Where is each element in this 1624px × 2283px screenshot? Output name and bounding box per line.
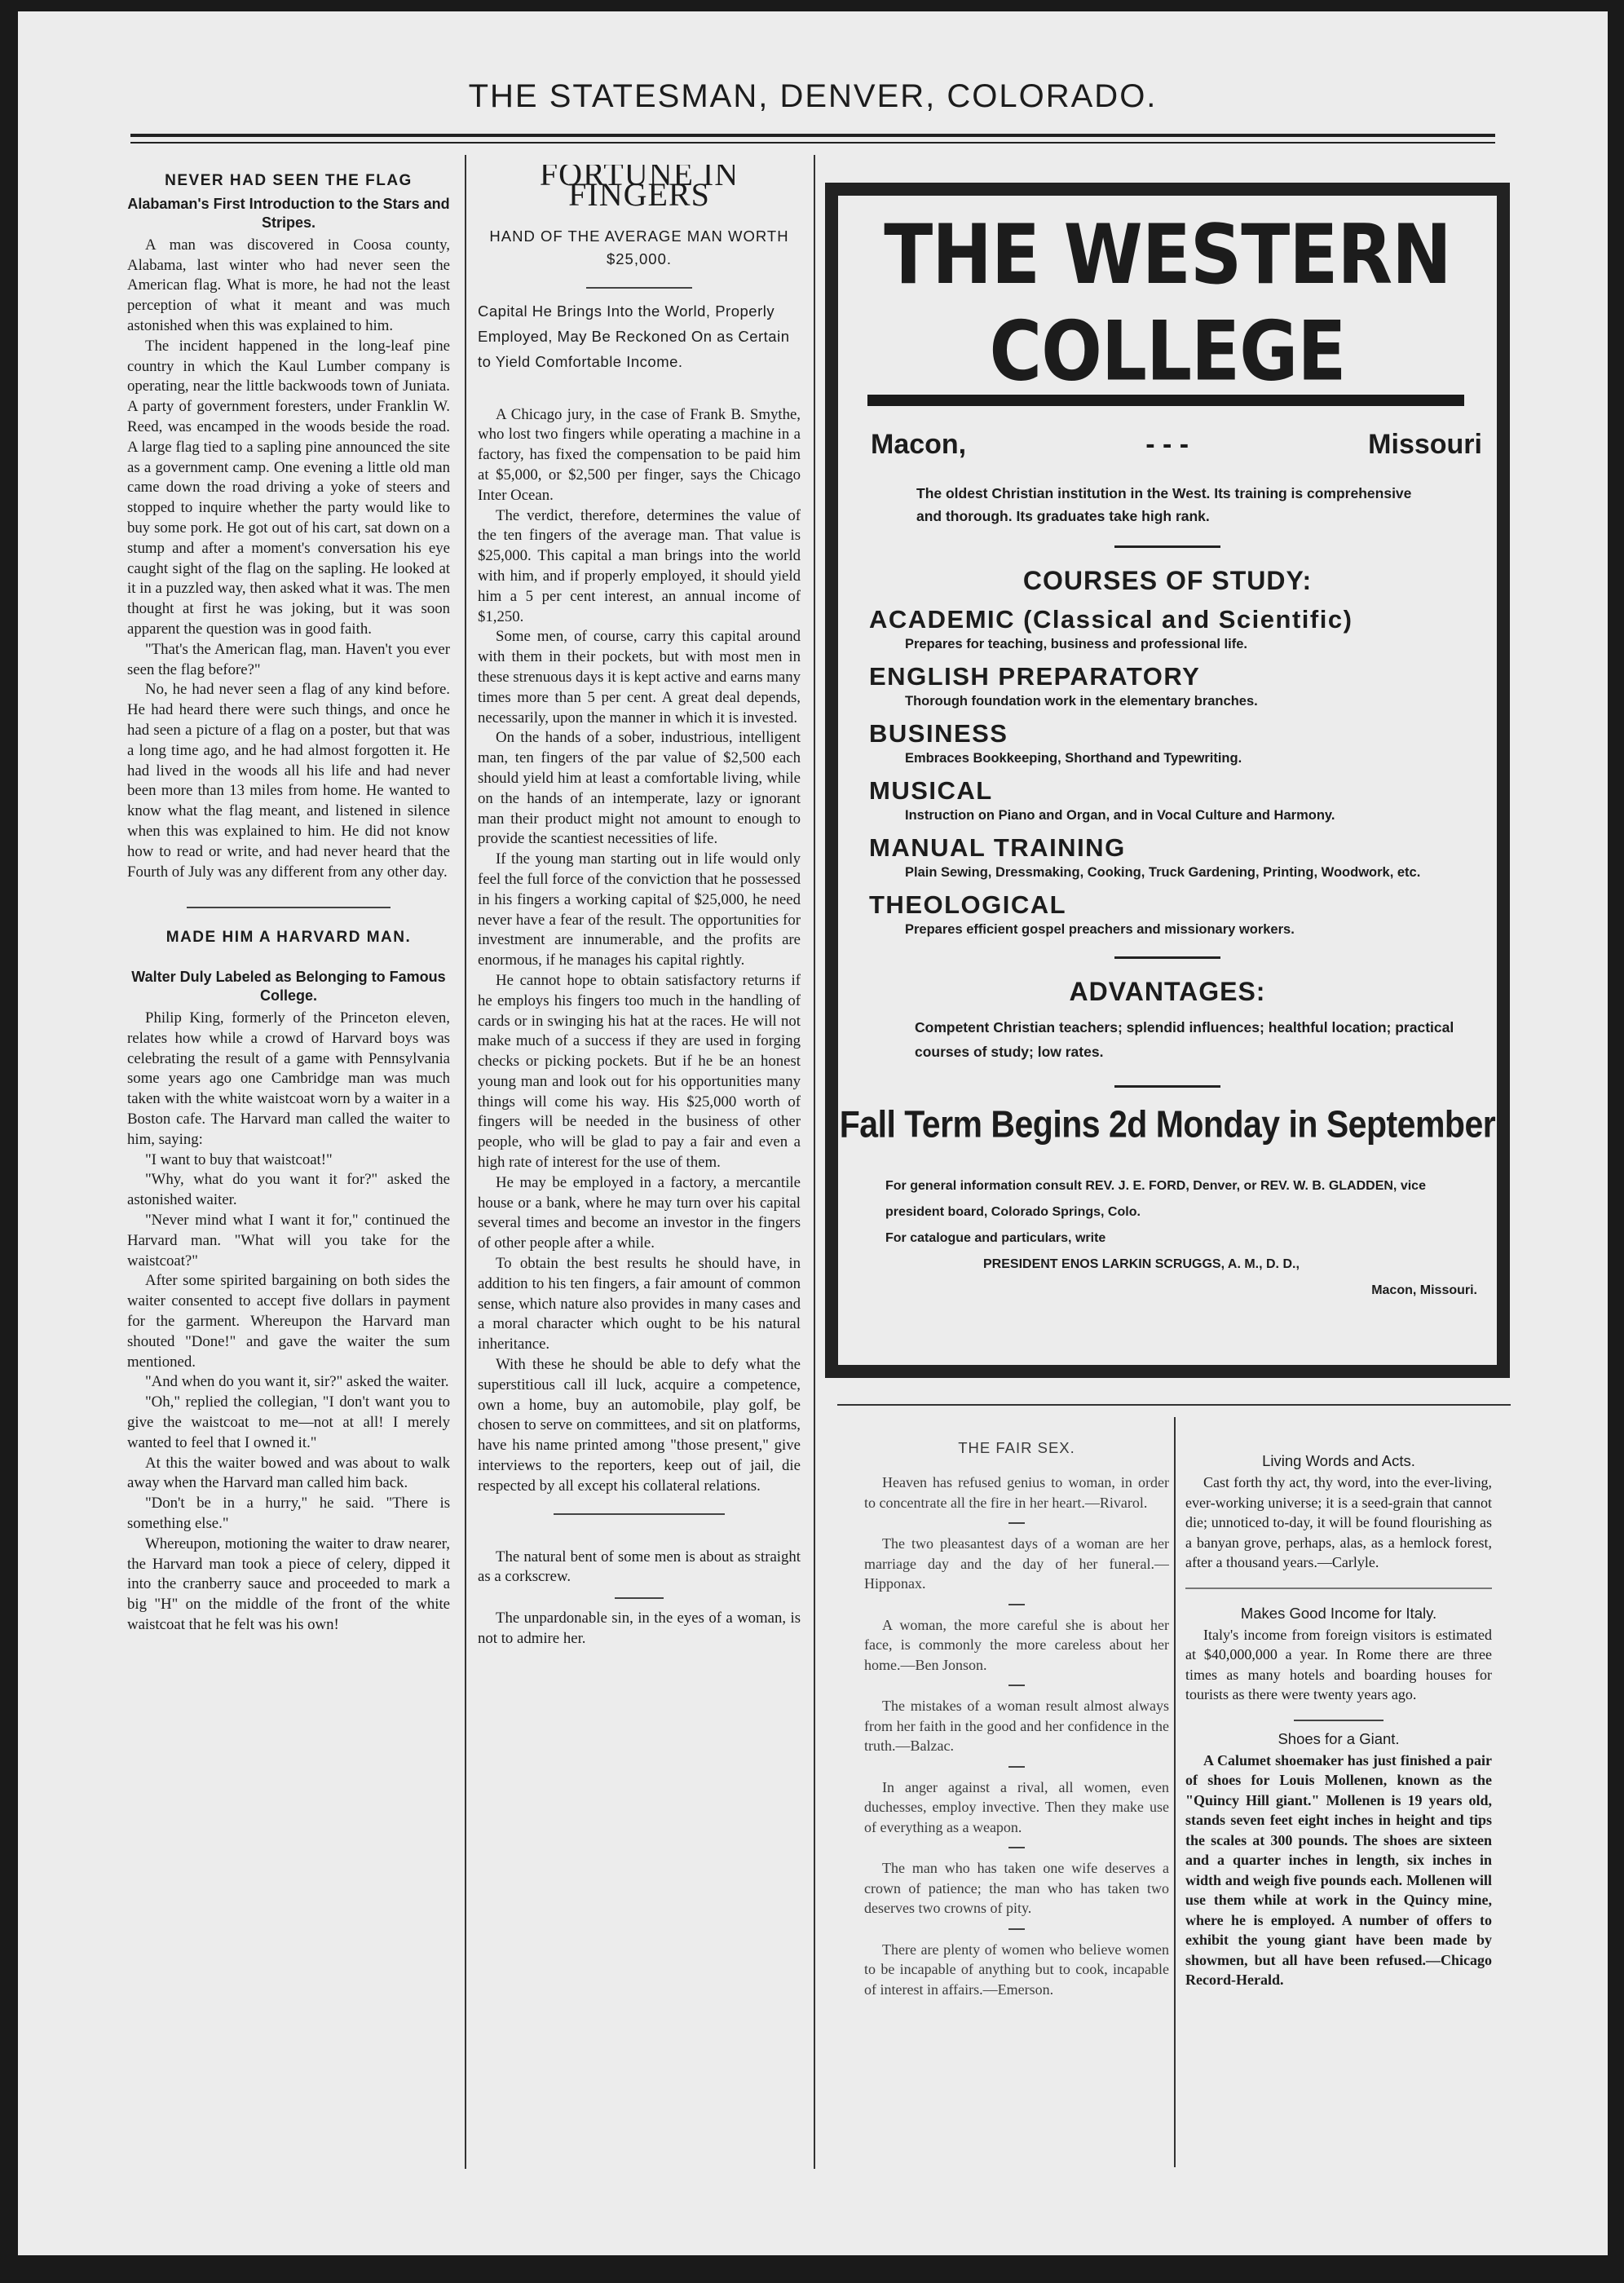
- article-separator: [1185, 1588, 1492, 1589]
- article-paragraph: At this the waiter bowed and was about to walk away when the Harvard man called him back.: [127, 1454, 450, 1492]
- article-paragraph: A Calumet shoemaker has just finished a pair of shoes for Louis Mollenen, known as the "Quincy Hill giant." Mollenen is 19 years old, stands seven feet eight inches in height and tips the scales at 300 pounds. The shoes are sixteen and a quarter inches in length, six inches in width and weigh five pounds each. Mollenen will use them while at work in the Quincy mine, where he is employed. A number of offers to exhibit the young giant have been made by showmen, but all have been refused.—Chicago Record-Herald.: [1185, 1751, 1492, 1988]
- course-item: [869, 775, 1479, 824]
- course-name: ACADEMIC (Classical and Scientific): [869, 605, 1353, 634]
- article-paragraph: "And when do you want it, sir?" asked the waiter.: [145, 1373, 449, 1391]
- course-description: Instruction on Piano and Organ, and in Vocal Culture and Harmony.: [905, 808, 1335, 823]
- article-paragraph: He cannot hope to obtain satisfactory returns if he employs his fingers too much in the handling of cards or in swinging his hat at the races. He will not make much of a success if they are used in forging checks or picking pockets. But if he be an honest young man and look out for his opportunities many things will come his way. His $25,000 worth of fingers will be needed in the business of other people, who will be glad to pay a fair and even a high rate of interest for the use of them.: [478, 971, 801, 1172]
- article-separator: [554, 1513, 725, 1515]
- article-deck: Walter Duly Labeled as Belonging to Famous College.: [131, 969, 446, 1005]
- column-divider: [814, 155, 815, 2169]
- course-name: MANUAL TRAINING: [869, 833, 1126, 862]
- masthead: THE STATESMAN, DENVER, COLORADO.: [468, 78, 1158, 114]
- course-description: Prepares for teaching, business and professional life.: [905, 637, 1247, 651]
- quote-item: There are plenty of women who believe women to be incapable of anything but to cook, incapable of interest in affairs.—Emerson.: [864, 1941, 1169, 1998]
- courses-heading: COURSES OF STUDY:: [1022, 566, 1313, 595]
- president-address: Macon, Missouri.: [1371, 1283, 1477, 1297]
- column-divider: [465, 155, 466, 2169]
- contact-line: For catalogue and particulars, write: [885, 1231, 1106, 1245]
- article-deck: Alabaman's First Introduction to the Stars and Stripes.: [127, 195, 450, 231]
- article-headline: THE FAIR SEX.: [958, 1439, 1075, 1456]
- filler-paragraph: The natural bent of some men is about as straight as a corkscrew.: [478, 1548, 801, 1586]
- quote-item: The mistakes of a woman result almost always from her faith in the good and her confidence in the truth.—Balzac.: [864, 1698, 1169, 1754]
- article-paragraph: "Why, what do you want it for?" asked the astonished waiter.: [127, 1171, 450, 1209]
- article-headline: MADE HIM A HARVARD MAN.: [165, 929, 412, 947]
- quote-separator: [1008, 1847, 1025, 1848]
- course-item: [869, 661, 1479, 710]
- course-item: [869, 832, 1479, 881]
- course-name: BUSINESS: [869, 719, 1008, 748]
- ad-location: [871, 429, 1482, 461]
- ad-state: Missouri: [1368, 429, 1482, 460]
- article-paragraph: Some men, of course, carry this capital around with them in their pockets, but with most men in these strenuous days it is kept active and earns many times more than 5 per cent. A great deal depends, necessarily, upon the manner in which it is invested.: [478, 628, 801, 726]
- article-separator: [586, 287, 692, 289]
- fall-term-notice: Fall Term Begins 2d Monday in September: [839, 1103, 1496, 1146]
- contact-line: For general information consult REV. J. E. FORD, Denver, or REV. W. B. GLADDEN, vice president board, Colorado Springs, Colo.: [885, 1179, 1426, 1219]
- article-paragraph: Italy's income from foreign visitors is estimated at $40,000,000 a year. In Rome there are three times as many hotels and boarding houses for tourists as there were twenty years ago.: [1185, 1626, 1492, 1702]
- advantages-heading: ADVANTAGES:: [1069, 977, 1266, 1006]
- article-deck: HAND OF THE AVERAGE MAN WORTH $25,000.: [489, 227, 789, 267]
- article-paragraph: A Chicago jury, in the case of Frank B. Smythe, who lost two fingers while operating a machine in a factory, has fixed the compensation to be paid him at $5,000, or $2,500 per finger, says the Chicago Inter Ocean.: [478, 405, 801, 504]
- masthead-rule: [130, 134, 1495, 137]
- article-separator: [615, 1597, 664, 1599]
- article-headline: Makes Good Income for Italy.: [1240, 1604, 1437, 1622]
- column-4: [1185, 1451, 1492, 2169]
- article-headline: FORTUNE IN FINGERS: [539, 165, 739, 213]
- article-paragraph: The incident happened in the long-leaf pine country in which the Kaul Lumber company is operating, near the little backwoods town of Juniata. A party of government foresters, under Franklin W. Reed, was encamped in the woods beside the road. A large flag tied to a sapling pine announced the site as a government camp. One evening a little old man came down the road driving a yoke of steers and stopped to inquire whether the party would like to buy some pork. He got out of his cart, sat down on a stump and after a moment's conversation his eye caught sight of the flag on the sapling. He looked at it in a puzzled way, then asked what it was. The men thought at first he was joking, but it was soon apparent the question was in good faith.: [127, 337, 450, 638]
- course-name: ENGLISH PREPARATORY: [869, 662, 1201, 691]
- quote-item: The man who has taken one wife deserves a crown of patience; the man who has taken two deserves two crowns of pity.: [864, 1860, 1169, 1916]
- college-advertisement: [838, 196, 1497, 1365]
- course-name: THEOLOGICAL: [869, 890, 1067, 919]
- column-2: [478, 165, 801, 2170]
- article-headline: NEVER HAD SEEN THE FLAG: [165, 172, 413, 189]
- article-paragraph: No, he had never seen a flag of any kind before. He had heard there were such things, and once he had seen a picture of a flag on a poster, but that was a long time ago, and he had almost forgotten it. He had lived in the woods all his life and had never been more than 13 miles from home. He wanted to know what the flag meant, and listened in silence when this was explained to him. He did not know how to read or write, and had never heard that the Fourth of July was any different from any other day.: [127, 681, 450, 881]
- ad-rule: [1114, 956, 1220, 959]
- quote-separator: [1008, 1522, 1025, 1524]
- masthead-rule-thin: [130, 142, 1495, 144]
- quote-separator: [1008, 1604, 1025, 1605]
- column-1: [127, 165, 450, 2211]
- article-paragraph: "I want to buy that waistcoat!": [145, 1150, 333, 1168]
- newspaper-page: [18, 11, 1608, 2255]
- course-item: [869, 890, 1479, 938]
- article-paragraph: "Never mind what I want it for," continued the Harvard man. "What will you take for the waistcoat?": [127, 1212, 450, 1270]
- course-description: Embraces Bookkeeping, Shorthand and Typewriting.: [905, 751, 1242, 766]
- article-separator: [1294, 1720, 1383, 1721]
- course-name: MUSICAL: [869, 776, 993, 805]
- quote-item: Heaven has refused genius to woman, in order to concentrate all the fire in her heart.—Rivarol.: [864, 1474, 1169, 1511]
- article-paragraph: Whereupon, motioning the waiter to draw nearer, the Harvard man took a piece of celery, dipped it into the cranberry sauce and proceeded to mark a big "H" on the middle of the front of the white waistcoat that he felt was his own!: [127, 1535, 450, 1633]
- ad-dashes: - - -: [1145, 429, 1189, 460]
- ad-title: THE WESTERN COLLEGE: [884, 205, 1451, 400]
- article-paragraph: On the hands of a sober, industrious, intelligent man, ten fingers of the par value of $2,500 each should yield him at least a comfortable living, while on the hands of an intemperate, lazy or ignorant man their product might not amount to enough to provide the scantiest necessities of life.: [478, 729, 801, 848]
- course-item: [869, 604, 1479, 653]
- article-paragraph: He may be employed in a factory, a mercantile house or a bank, where he may turn over his capital several times and become an investor in the fingers of other people after a while.: [478, 1173, 801, 1252]
- quote-separator: [1008, 1685, 1025, 1686]
- article-paragraph: A man was discovered in Coosa county, Alabama, last winter who had never seen the American flag. What is more, he had not the least perception of what it meant and was much astonished when this was explained to him.: [127, 236, 450, 334]
- article-paragraph: "Oh," replied the collegian, "I don't want you to give the waistcoat to me—not at all! I merely wanted to feel that I owned it.": [127, 1393, 450, 1451]
- course-description: Thorough foundation work in the elementary branches.: [905, 694, 1258, 709]
- quote-item: A woman, the more careful she is about her face, is commonly the more careless about her home.—Ben Jonson.: [864, 1616, 1169, 1673]
- president-line: PRESIDENT ENOS LARKIN SCRUGGS, A. M., D. D.,: [983, 1257, 1300, 1271]
- article-paragraph: The verdict, therefore, determines the value of the ten fingers of the average man. That value is $25,000. This capital a man brings into the world with him, and if properly employed, it should yield him a 5 per cent interest, an annual income of $1,250.: [478, 506, 801, 625]
- filler-paragraph: The unpardonable sin, in the eyes of a woman, is not to admire her.: [478, 1610, 801, 1648]
- course-item: [869, 718, 1479, 767]
- article-paragraph: "That's the American flag, man. Haven't you ever seen the flag before?": [127, 640, 450, 678]
- quote-separator: [1008, 1766, 1025, 1768]
- ad-intro: The oldest Christian institution in the West. Its training is comprehensive and thorough. Its graduates take high rank.: [916, 485, 1412, 524]
- article-paragraph: After some spirited bargaining on both sides the waiter consented to accept five dollars in payment for the garment. Whereupon the Harvard man shouted "Done!" and gave the waiter the sum mentioned.: [127, 1272, 450, 1371]
- article-paragraph: With these he should be able to defy what the superstitious call ill luck, acquire a competence, own a home, buy an automobile, play golf, be chosen to serve on committees, and sit on platforms, have his name printed among "those present," give interviews to the reporters, keep out of jail, die respected by all except his collateral relations.: [478, 1356, 801, 1495]
- ad-city: Macon,: [871, 429, 967, 460]
- column-3: [864, 1430, 1169, 2164]
- course-description: Plain Sewing, Dressmaking, Cooking, Truck Gardening, Printing, Woodwork, etc.: [905, 865, 1421, 880]
- article-paragraph: If the young man starting out in life would only feel the full force of the conviction that he possessed in his fingers a working capital of $25,000, he need never have a fear of the result. The opportunities for investment are innumerable, and the profits are enormous, if he manages his capital rightly.: [478, 850, 801, 969]
- quote-separator: [1008, 1928, 1025, 1930]
- column-divider: [1174, 1417, 1176, 2167]
- article-headline: Shoes for a Giant.: [1278, 1729, 1400, 1747]
- article-paragraph: To obtain the best results he should have, in addition to his ten fingers, a fair amount of common sense, which nature also provides in many cases and a moral character which ought to be his natural inheritance.: [478, 1255, 801, 1353]
- course-description: Prepares efficient gospel preachers and missionary workers.: [905, 922, 1295, 937]
- ad-rule: [1114, 545, 1220, 548]
- contact-info: [885, 1173, 1477, 1304]
- quote-item: In anger against a rival, all women, even duchesses, employ invective. Then they make use of everything as a weapon.: [864, 1778, 1169, 1835]
- article-separator: [187, 907, 391, 908]
- quote-item: The two pleasantest days of a woman are her marriage day and the day of her funeral.—Hipponax.: [864, 1535, 1169, 1592]
- advantages-text: Competent Christian teachers; splendid influences; healthful location; practical courses of study; low rates.: [915, 1019, 1454, 1060]
- article-paragraph: "Don't be in a hurry," he said. "There is something else.": [127, 1495, 450, 1533]
- article-headline: Living Words and Acts.: [1262, 1452, 1415, 1469]
- article-paragraph: Philip King, formerly of the Princeton eleven, relates how while a crowd of Harvard boys was celebrating the result of a game with Pennsylvania some years ago one Cambridge man was much taken with the white waistcoat worn by a waiter in a Boston cafe. The Harvard man called the waiter to him, saying:: [127, 1009, 450, 1148]
- article-deck: Capital He Brings Into the World, Properly Employed, May Be Reckoned On as Certain to Yield Comfortable Income.: [478, 302, 790, 370]
- ad-rule: [1114, 1085, 1220, 1088]
- article-paragraph: Cast forth thy act, thy word, into the ever-living, ever-working universe; it is a seed-grain that cannot die; unnoticed to-day, it will be found flourishing as a banyan grove, perhaps, alas, as a hemlock forest, after a thousand years.—Carlyle.: [1185, 1474, 1492, 1570]
- section-divider: [837, 1404, 1511, 1406]
